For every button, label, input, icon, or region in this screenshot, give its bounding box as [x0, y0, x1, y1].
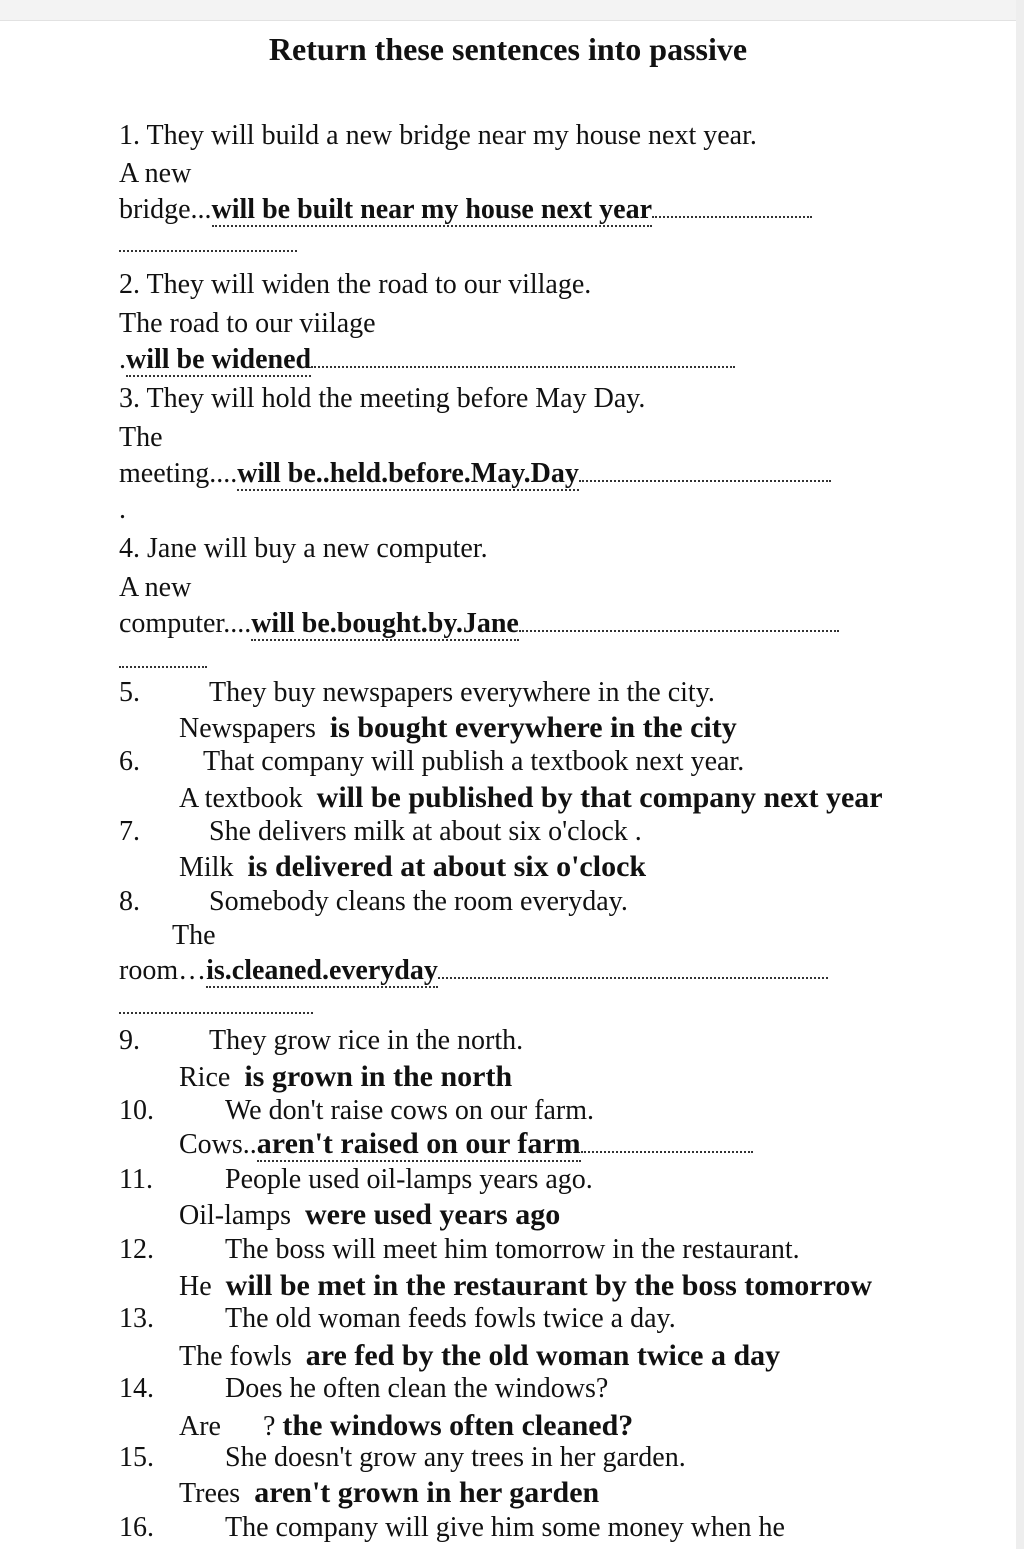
question-9: They grow rice in the north. [209, 1025, 524, 1056]
q4-answer-line: computer....will be.bought.by.Jane [119, 608, 839, 640]
q3-prefix-line1: The [119, 422, 163, 453]
question-11-number: 11. [119, 1164, 153, 1195]
question-13-number: 13. [119, 1303, 154, 1334]
q10-answer-line: Cows..aren't raised on our farm [179, 1128, 753, 1161]
question-1: 1. They will build a new bridge near my house next year. [119, 120, 757, 151]
q2-prefix: The road to our viilage [119, 308, 376, 339]
question-15: She doesn't grow any trees in her garden. [225, 1442, 686, 1473]
question-10: We don't raise cows on our farm. [225, 1095, 595, 1126]
q11-answer: were used years ago [305, 1198, 561, 1231]
q9-answer-line: Rice is grown in the north [179, 1060, 513, 1093]
q3-tail: . [119, 494, 126, 525]
q3-answer-line: meeting....will be..held.before.May.Day [119, 458, 831, 490]
q13-answer: are fed by the old woman twice a day [305, 1339, 781, 1372]
q8-answer-line: room…is.cleaned.everyday [119, 955, 828, 987]
question-6-number: 6. [119, 746, 140, 777]
question-11: People used oil-lamps years ago. [225, 1164, 593, 1195]
question-2: 2. They will widen the road to our village. [119, 269, 592, 300]
q5-answer-line: Newspapers is bought everywhere in the city [179, 711, 737, 744]
question-3: 3. They will hold the meeting before May Day. [119, 383, 646, 414]
q4-prefix-line1: A new [119, 572, 192, 603]
q7-answer-line: Milk is delivered at about six o'clock [179, 850, 647, 883]
q12-answer: will be met in the restaurant by the boss tomorrow [225, 1269, 873, 1302]
q10-answer: aren't raised on our farm [256, 1127, 581, 1160]
q1-continuation-dots [119, 228, 297, 260]
q15-answer: aren't grown in her garden [254, 1476, 600, 1509]
question-14-number: 14. [119, 1373, 154, 1404]
q11-answer-line: Oil-lamps were used years ago [179, 1198, 561, 1231]
question-7: She delivers milk at about six o'clock . [209, 816, 642, 847]
q4-continuation-dots [119, 644, 207, 676]
question-9-number: 9. [119, 1025, 140, 1056]
q1-answer-line: bridge...will be built near my house next year [119, 194, 812, 226]
q14-answer-line: Are ? the windows often cleaned? [179, 1409, 634, 1442]
q2-answer: will be widened [126, 344, 312, 375]
q1-answer: will be built near my house next year [211, 194, 653, 225]
question-8: Somebody cleans the room everyday. [209, 886, 628, 917]
q14-answer: the windows often cleaned? [282, 1409, 634, 1442]
page-title: Return these sentences into passive [268, 31, 748, 67]
question-14: Does he often clean the windows? [225, 1373, 609, 1404]
q4-answer: will be.bought.by.Jane [251, 608, 519, 639]
question-5: They buy newspapers everywhere in the city. [209, 677, 715, 708]
browser-top-bar [0, 0, 1024, 21]
q1-prefix-line1: A new [119, 158, 192, 189]
q5-answer: is bought everywhere in the city [329, 711, 737, 744]
q12-answer-line: He will be met in the restaurant by the boss tomorrow [179, 1269, 873, 1302]
q3-answer: will be..held.before.May.Day [237, 458, 579, 489]
question-7-number: 7. [119, 816, 140, 847]
question-13: The old woman feeds fowls twice a day. [225, 1303, 676, 1334]
q9-answer: is grown in the north [244, 1060, 513, 1093]
question-12-number: 12. [119, 1234, 154, 1265]
q7-answer: is delivered at about six o'clock [247, 850, 647, 883]
question-4: 4. Jane will buy a new computer. [119, 533, 488, 564]
q6-answer: will be published by that company next year [316, 781, 883, 814]
question-16: The company will give him some money when he [225, 1512, 785, 1543]
q8-prefix-line1: The [172, 920, 216, 951]
q2-answer-line: .will be widened [119, 344, 735, 376]
question-10-number: 10. [119, 1095, 154, 1126]
q13-answer-line: The fowls are fed by the old woman twice a day [179, 1339, 781, 1372]
q15-answer-line: Trees aren't grown in her garden [179, 1476, 600, 1509]
question-6: That company will publish a textbook next year. [203, 746, 745, 777]
question-15-number: 15. [119, 1442, 154, 1473]
scrollbar-track[interactable] [1016, 0, 1024, 1549]
q8-answer: is.cleaned.everyday [206, 955, 438, 986]
q6-answer-line: A textbook will be published by that company next year [179, 781, 883, 814]
q8-continuation-dots [119, 990, 313, 1022]
question-8-number: 8. [119, 886, 140, 917]
question-12: The boss will meet him tomorrow in the restaurant. [225, 1234, 800, 1265]
question-5-number: 5. [119, 677, 140, 708]
question-16-number: 16. [119, 1512, 154, 1543]
